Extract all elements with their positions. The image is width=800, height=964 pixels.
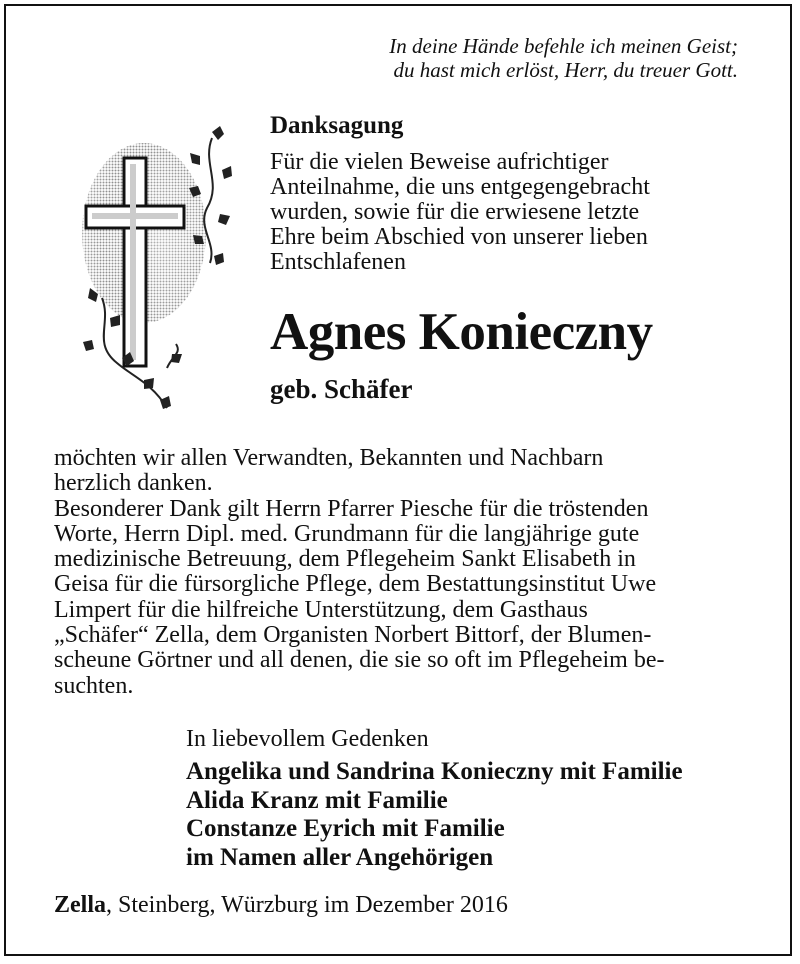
cross-with-ivy-icon — [72, 118, 252, 418]
place-primary: Zella — [54, 892, 106, 918]
epigraph-line-1: In deine Hände befehle ich meinen Geist; — [389, 34, 738, 58]
signers-list — [186, 758, 683, 872]
epigraph — [389, 34, 738, 82]
intro-text: Für die vielen Beweise aufrichtiger Anteilnahme, die uns entgegengebracht wurden, sowie für die erwiesene letzte Ehre beim Abschied von unserer lieben Entschlafenen — [270, 149, 650, 275]
notice-heading: Danksagung — [270, 112, 404, 139]
signer: Angelika und Sandrina Konieczny mit Familie — [186, 758, 683, 785]
signer: Constanze Eyrich mit Familie — [186, 815, 505, 842]
epigraph-line-2: du hast mich erlöst, Herr, du treuer Gott. — [393, 58, 738, 82]
place-and-date — [54, 892, 508, 919]
deceased-name: Agnes Konieczny — [270, 303, 653, 361]
thanks-body: möchten wir allen Verwandten, Bekannten und Nachbarn herzlich danken. Besonderer Dank gilt Herrn Pfarrer Piesche für die tröstenden Worte, Herrn Dipl. med. Grundmann für die langjährige gute medizinische Betreuung, dem Pflegeheim Sankt Elisabeth in Geisa für die fürsorgliche Pflege, dem Bestattungsinstitut Uwe Limpert für die hilfreiche Unterstützung, dem Gasthaus „Schäfer“ Zella, dem Organisten Norbert Bittorf, der Blumen- scheune Görtner und all denen, die sie so oft im Pflegeheim be- suchten. — [54, 445, 665, 699]
signer: im Namen aller Angehörigen — [186, 843, 494, 871]
place-rest: , Steinberg, Würzburg im Dezember 2016 — [106, 892, 508, 918]
closing-line: In liebevollem Gedenken — [186, 726, 429, 752]
signer: Alida Kranz mit Familie — [186, 786, 448, 814]
maiden-name: geb. Schäfer — [270, 374, 413, 404]
obituary-notice — [4, 4, 792, 956]
